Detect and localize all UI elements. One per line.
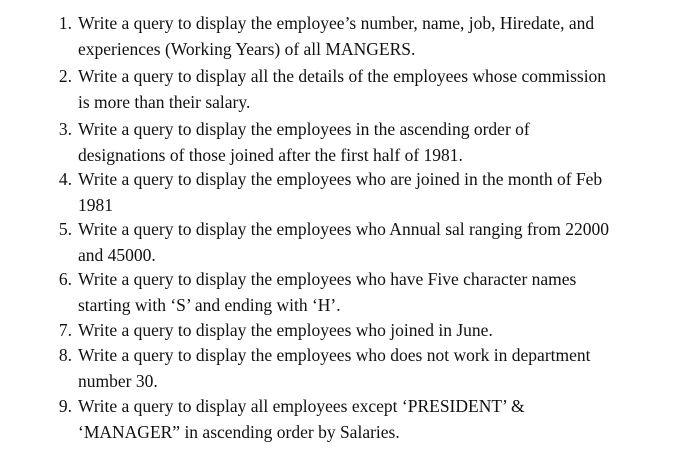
item-text: [78, 10, 678, 62]
item-line: Write a query to display all employees except ‘PRESIDENT’ &: [78, 396, 525, 416]
item-number: 3.: [58, 119, 72, 139]
item-line: designations of those joined after the first half of 1981.: [78, 145, 463, 165]
item-line: Write a query to display the employee’s number, name, job, Hiredate, and: [78, 13, 595, 33]
item-text: [78, 317, 678, 343]
item-line: ‘MANAGER” in ascending order by Salaries.: [78, 422, 400, 442]
item-number: 6.: [58, 269, 72, 289]
item-line: Write a query to display the employees who joined in June.: [78, 320, 493, 340]
item-text: [78, 266, 678, 318]
item-line: Write a query to display all the details of the employees whose commission: [78, 66, 607, 86]
item-number: 1.: [58, 13, 72, 33]
item-number: 7.: [58, 320, 72, 340]
item-line: experiences (Working Years) of all MANGERS.: [78, 39, 416, 59]
item-line: and 45000.: [78, 245, 156, 265]
item-line: Write a query to display the employees in the ascending order of: [78, 119, 530, 139]
item-number: 8.: [58, 345, 72, 365]
item-line: 1981: [78, 195, 113, 215]
item-line: Write a query to display the employees who are joined in the month of Feb: [78, 169, 603, 189]
item-number: 4.: [58, 169, 72, 189]
item-line: number 30.: [78, 371, 158, 391]
item-line: starting with ‘S’ and ending with ‘H’.: [78, 295, 341, 315]
item-text: [78, 216, 678, 268]
item-text: [78, 166, 678, 218]
item-line: is more than their salary.: [78, 92, 251, 112]
item-line: Write a query to display the employees who Annual sal ranging from 22000: [78, 219, 609, 239]
item-number: 5.: [58, 219, 72, 239]
item-number: 9.: [58, 396, 72, 416]
item-line: Write a query to display the employees who have Five character names: [78, 269, 577, 289]
item-line: Write a query to display the employees who does not work in department: [78, 345, 591, 365]
item-text: [78, 63, 678, 115]
item-text: [78, 342, 678, 394]
item-text: [78, 116, 678, 168]
item-number: 2.: [58, 66, 72, 86]
item-text: [78, 393, 678, 445]
